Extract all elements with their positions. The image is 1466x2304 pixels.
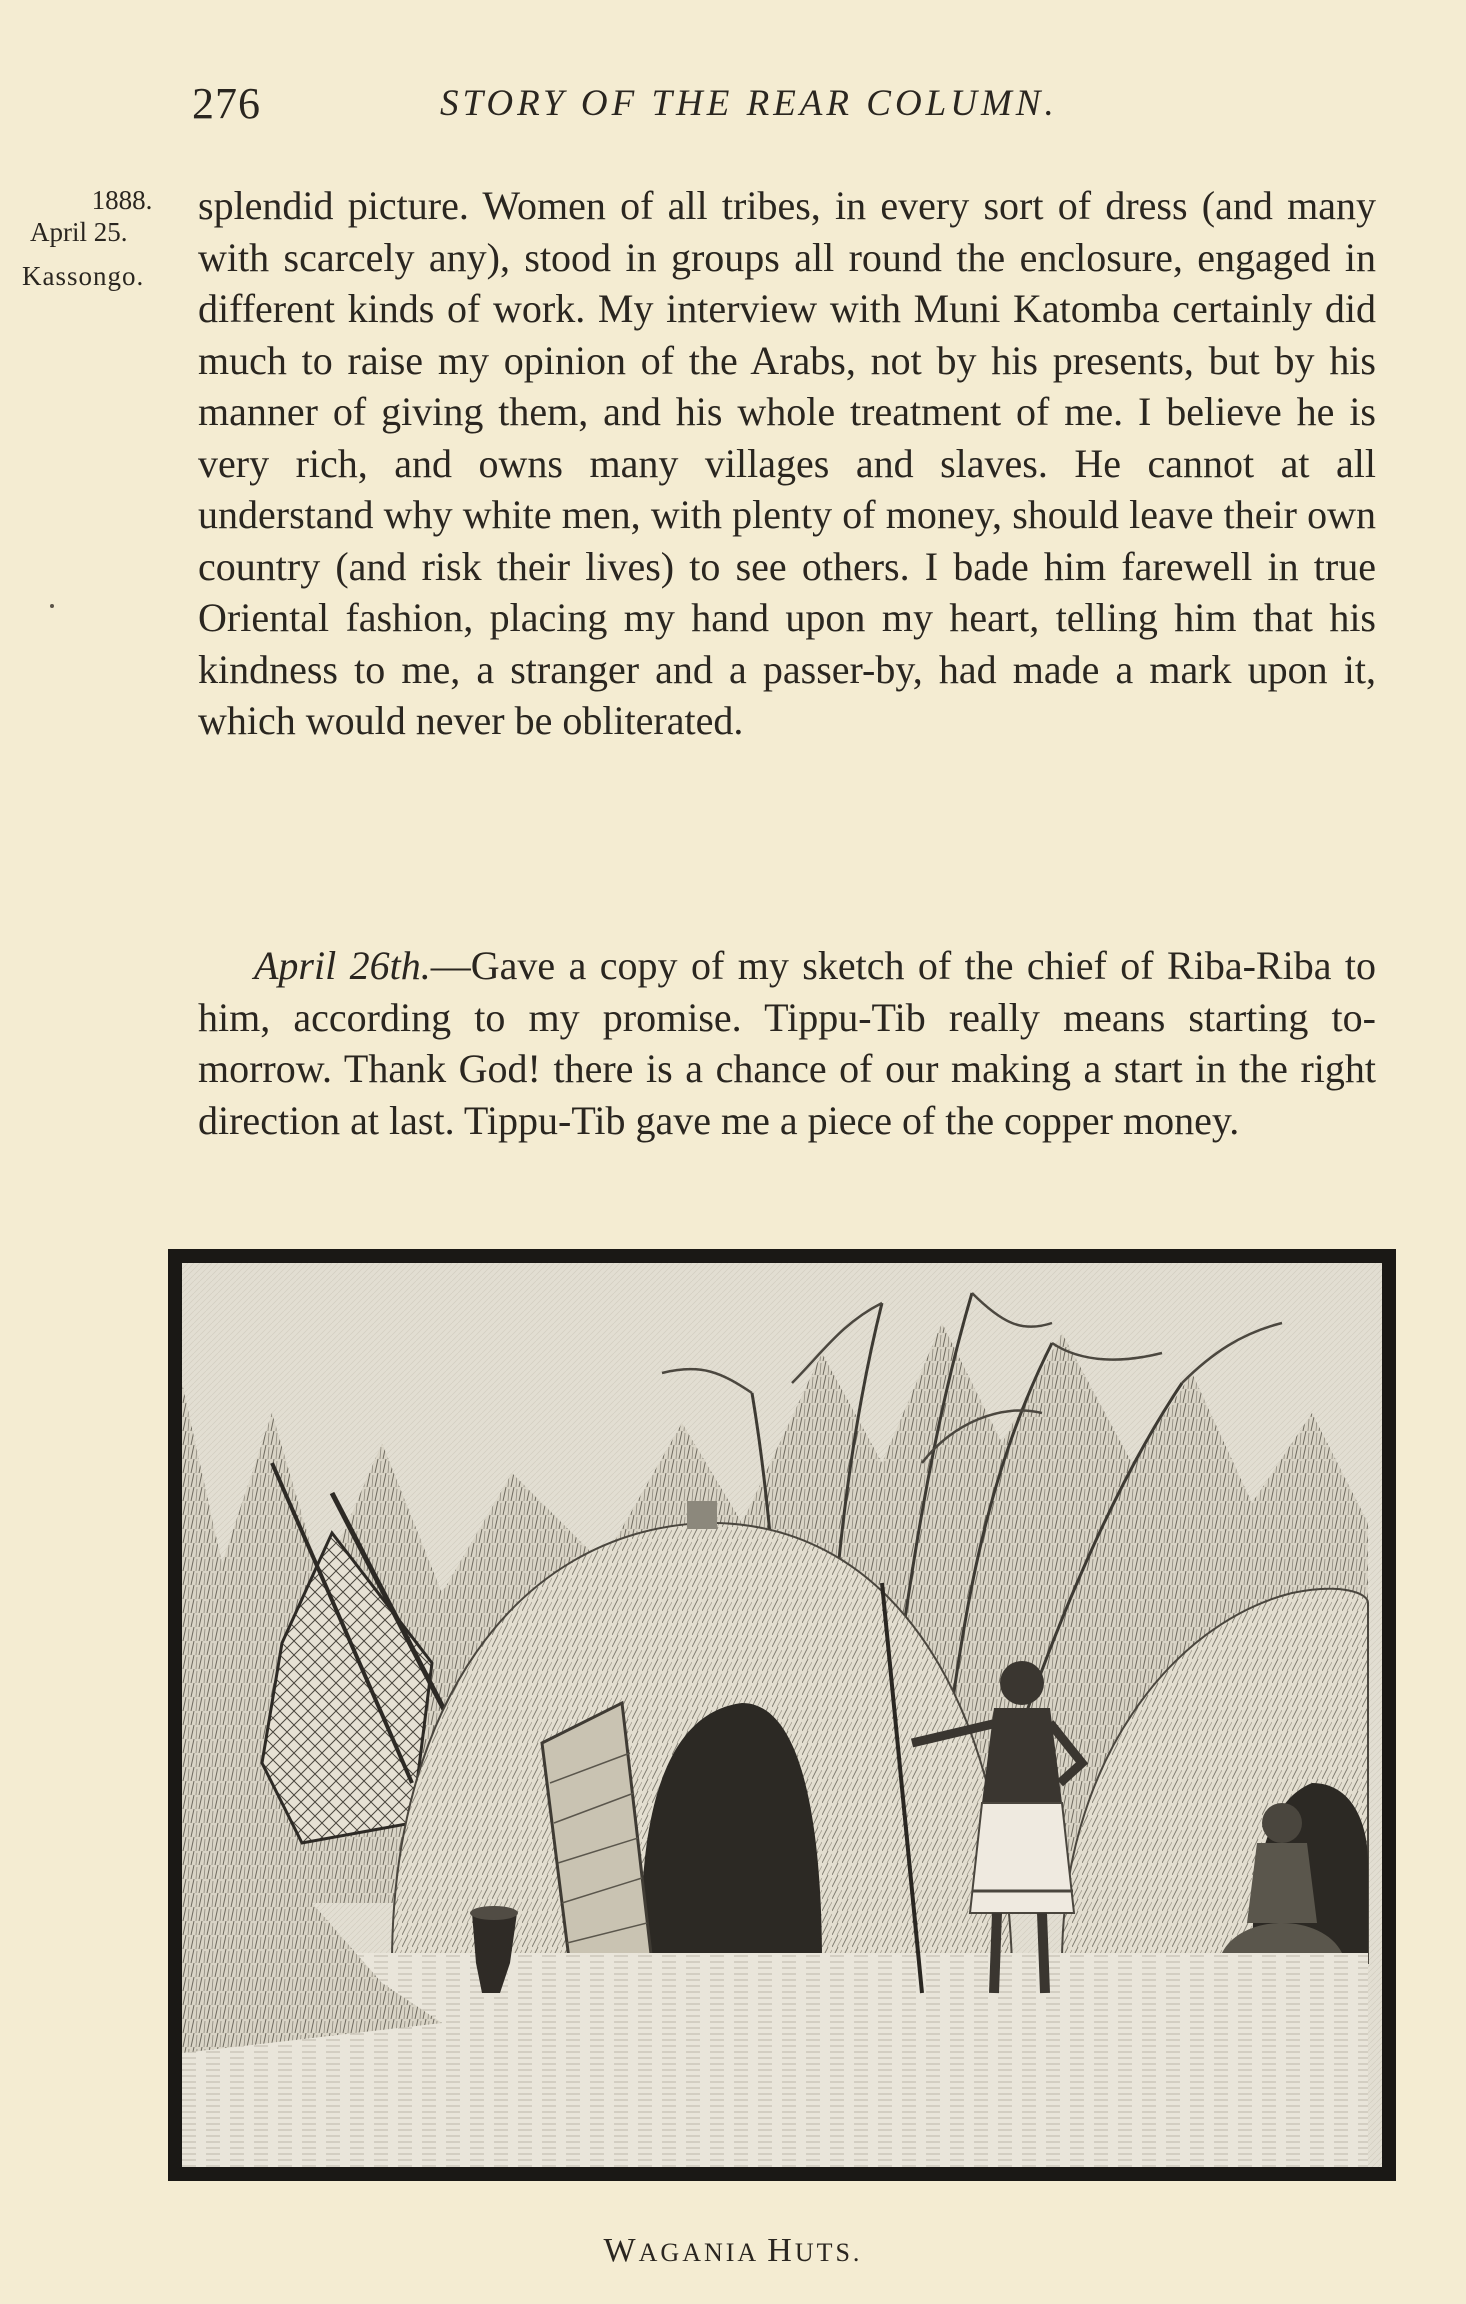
sidenote-place: Kassongo. xyxy=(22,261,145,291)
caption-word2-rest: UTS. xyxy=(794,2238,863,2267)
caption-word2-initial: H xyxy=(767,2232,795,2269)
paragraph-1: splendid picture. Women of all tribes, in every sort of dress (and many with scarcely any), stood in groups all round the enclosure, engaged in different kinds of work. My interview with Muni Katomba certainly did much to raise my opinion of the Arabs, not by his presents, but by his manner of giving them, and his whole treatment of me. I believe he is very rich, and owns many villages and slaves. He cannot at all understand why white men, with plenty of money, should leave their own country (and risk their lives) to see others. I bade him farewell in true Oriental fashion, placing my hand upon my heart, telling him that his kindness to me, a stranger and a passer-by, had made a mark upon it, which would never be obliterated. xyxy=(198,183,1376,743)
waganja-huts-illustration xyxy=(182,1263,1382,2167)
illustration-frame xyxy=(168,1249,1396,2181)
caption-word1-rest: AGANIA xyxy=(638,2238,768,2267)
figure-caption xyxy=(0,2232,1466,2270)
sidenote-year: 1888. xyxy=(91,185,153,215)
running-head: STORY OF THE REAR COLUMN. xyxy=(440,83,1058,124)
margin-dot xyxy=(50,604,54,608)
page-number: 276 xyxy=(192,79,261,128)
paragraph-2 xyxy=(198,940,1376,1146)
caption-word1-initial: W xyxy=(603,2232,639,2269)
clay-pot-rim xyxy=(470,1906,518,1920)
sidenote xyxy=(22,184,182,292)
hut-peak xyxy=(687,1501,717,1529)
paragraph-2-text: —Gave a copy of my sketch of the chief of Riba-Riba to him, according to my promise. Tippu-Tib really means starting to-morrow. Thank God! there is a chance of our making a start in the right direction at last. Tippu-Tib gave me a piece of the copper money. xyxy=(198,943,1377,1143)
sidenote-date: April 25. xyxy=(30,217,128,247)
paragraph-2-date: April 26th. xyxy=(254,943,431,988)
